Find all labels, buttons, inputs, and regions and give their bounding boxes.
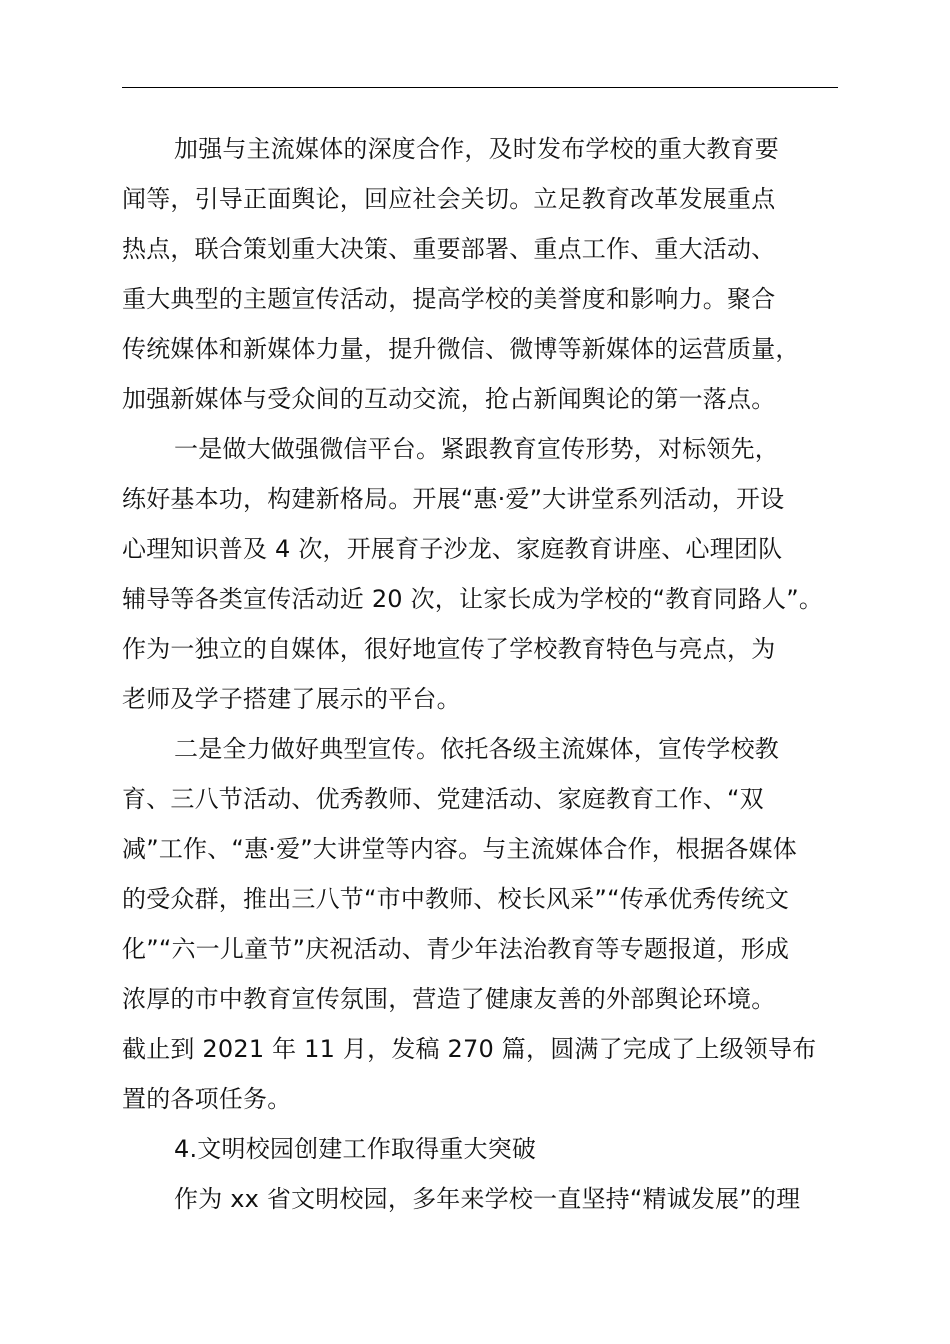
text-line: 置的各项任务。 xyxy=(122,1085,292,1113)
text-line: 老师及学子搭建了展示的平台。 xyxy=(122,685,461,713)
text-line: 的受众群，推出三八节“市中教师、校长风采”“传承优秀传统文 xyxy=(122,885,790,913)
text-line: 加强与主流媒体的深度合作，及时发布学校的重大教育要 xyxy=(174,135,779,163)
text-line: 截止到 2021 年 11 月，发稿 270 篇，圆满了完成了上级领导布 xyxy=(122,1035,817,1063)
text-line: 二是全力做好典型宣传。依托各级主流媒体，宣传学校教 xyxy=(174,735,779,763)
text-line: 热点，联合策划重大决策、重要部署、重点工作、重大活动、 xyxy=(122,235,776,263)
text-line: 减”工作、“惠·爱”大讲堂等内容。与主流媒体合作，根据各媒体 xyxy=(122,835,797,863)
text-line: 辅导等各类宣传活动近 20 次，让家长成为学校的“教育同路人”。 xyxy=(122,585,824,613)
text-line: 心理知识普及 4 次，开展育子沙龙、家庭教育讲座、心理团队 xyxy=(122,535,783,563)
text-line: 一是做大做强微信平台。紧跟教育宣传形势，对标领先， xyxy=(174,435,779,463)
text-line: 闻等，引导正面舆论，回应社会关切。立足教育改革发展重点 xyxy=(122,185,776,213)
text-line: 作为一独立的自媒体，很好地宣传了学校教育特色与亮点，为 xyxy=(122,635,776,663)
text-line: 传统媒体和新媒体力量，提升微信、微博等新媒体的运营质量， xyxy=(122,335,800,363)
text-line: 浓厚的市中教育宣传氛围，营造了健康友善的外部舆论环境。 xyxy=(122,985,776,1013)
section-heading: 4.文明校园创建工作取得重大突破 xyxy=(174,1135,537,1163)
text-line: 加强新媒体与受众间的互动交流，抢占新闻舆论的第一落点。 xyxy=(122,385,776,413)
text-line: 练好基本功，构建新格局。开展“惠·爱”大讲堂系列活动，开设 xyxy=(122,485,785,513)
body-text xyxy=(122,124,862,1224)
text-line: 重大典型的主题宣传活动，提高学校的美誉度和影响力。聚合 xyxy=(122,285,776,313)
text-line: 育、三八节活动、优秀教师、党建活动、家庭教育工作、“双 xyxy=(122,785,764,813)
text-line: 作为 xx 省文明校园，多年来学校一直坚持“精诚发展”的理 xyxy=(174,1185,801,1213)
header-rule xyxy=(122,87,838,88)
text-line: 化”“六一儿童节”庆祝活动、青少年法治教育等专题报道，形成 xyxy=(122,935,790,963)
